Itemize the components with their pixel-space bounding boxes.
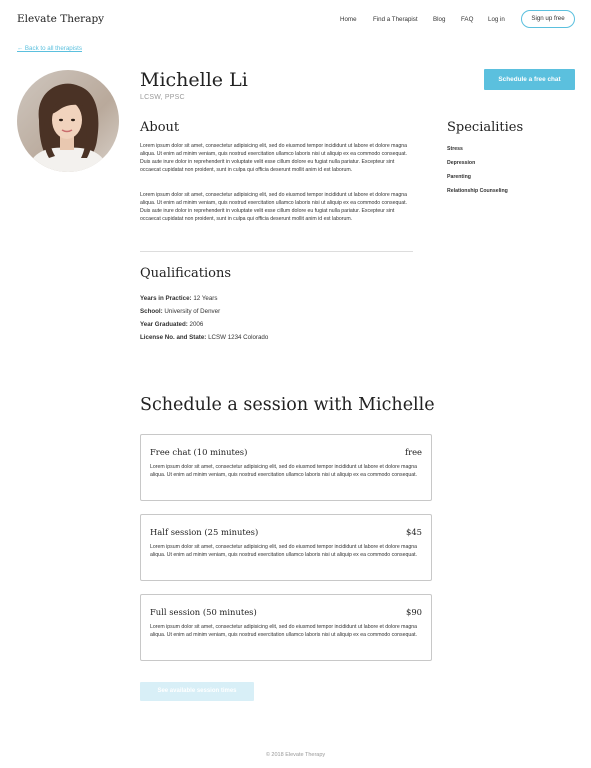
session-description: Lorem ipsum dolor sit amet, consectetur adipisicing elit, sed do eiusmod tempor incididunt ut labore et dolore magna aliqua. Ut enim ad minim veniam, quis nostrud exercitation ullamco laboris nisi ut aliquip ex ea commodo consequat.	[150, 464, 418, 478]
session-card-full-session[interactable]	[140, 594, 432, 661]
speciality-item: Parenting	[447, 174, 471, 180]
session-card-free-chat[interactable]	[140, 434, 432, 501]
nav-faq[interactable]: FAQ	[461, 16, 474, 23]
section-divider	[140, 251, 413, 252]
session-card-half-session[interactable]	[140, 514, 432, 581]
therapist-avatar	[17, 70, 119, 172]
session-title: Half session (25 minutes)	[150, 527, 259, 537]
specialities-heading: Specialities	[447, 120, 524, 135]
session-title: Full session (50 minutes)	[150, 607, 257, 617]
signup-button[interactable]: Sign up free	[521, 10, 575, 28]
speciality-item: Stress	[447, 146, 463, 152]
schedule-heading: Schedule a session with Michelle	[140, 395, 435, 415]
therapist-portrait-image	[17, 70, 119, 172]
about-paragraph-1: Lorem ipsum dolor sit amet, consectetur adipisicing elit, sed do eiusmod tempor incididunt ut labore et dolore magna aliqua. Ut enim ad minim veniam, quis nostrud exercitation ullamco laboris nisi ut aliquip ex ea commodo consequat. Duis aute irure dolor in reprehenderit in voluptate velit esse cillum dolore eu fugiat nulla pariatur. Excepteur sint occaecat cupidatat non proident, sunt in culpa qui officia deserunt mollit anim id est laborum.	[140, 143, 408, 173]
session-price: free	[404, 447, 422, 457]
see-session-times-button[interactable]: See available session times	[140, 682, 254, 701]
session-price: $45	[406, 527, 422, 537]
therapist-credentials: LCSW, PPSC	[140, 94, 185, 101]
nav-blog[interactable]: Blog	[433, 16, 446, 23]
qualification-graduated: Year Graduated: 2006	[140, 321, 204, 328]
schedule-free-chat-button[interactable]: Schedule a free chat	[484, 69, 575, 90]
about-paragraph-2: Lorem ipsum dolor sit amet, consectetur adipisicing elit, sed do eiusmod tempor incididunt ut labore et dolore magna aliqua. Ut enim ad minim veniam, quis nostrud exercitation ullamco laboris nisi ut aliquip ex ea commodo consequat. Duis aute irure dolor in reprehenderit in voluptate velit esse cillum dolore eu fugiat nulla pariatur. Excepteur sint occaecat cupidatat non proident, sunt in culpa qui officia deserunt mollit anim id est laborum.	[140, 192, 408, 222]
session-title: Free chat (10 minutes)	[150, 447, 248, 457]
qualification-school: School: University of Denver	[140, 308, 221, 315]
session-description: Lorem ipsum dolor sit amet, consectetur adipisicing elit, sed do eiusmod tempor incididunt ut labore et dolore magna aliqua. Ut enim ad minim veniam, quis nostrud exercitation ullamco laboris nisi ut aliquip ex ea commodo consequat.	[150, 624, 418, 638]
footer-copyright: © 2018 Elevate Therapy	[265, 752, 326, 758]
session-description: Lorem ipsum dolor sit amet, consectetur adipisicing elit, sed do eiusmod tempor incididunt ut labore et dolore magna aliqua. Ut enim ad minim veniam, quis nostrud exercitation ullamco laboris nisi ut aliquip ex ea commodo consequat.	[150, 544, 418, 558]
nav-find-therapist[interactable]: Find a Therapist	[373, 16, 418, 23]
back-to-therapists-link[interactable]: ← Back to all therapists	[17, 45, 82, 52]
speciality-item: Depression	[447, 160, 476, 166]
qualifications-heading: Qualifications	[140, 266, 232, 281]
brand-logo[interactable]: Elevate Therapy	[17, 13, 105, 25]
nav-home[interactable]: Home	[340, 16, 357, 23]
session-price: $90	[406, 607, 422, 617]
qualification-license: License No. and State: LCSW 1234 Colorado	[140, 334, 269, 341]
therapist-name: Michelle Li	[140, 69, 248, 91]
about-heading: About	[140, 120, 180, 135]
speciality-item: Relationship Counseling	[447, 188, 508, 194]
nav-login[interactable]: Log in	[488, 16, 505, 23]
qualification-years: Years in Practice: 12 Years	[140, 295, 218, 302]
